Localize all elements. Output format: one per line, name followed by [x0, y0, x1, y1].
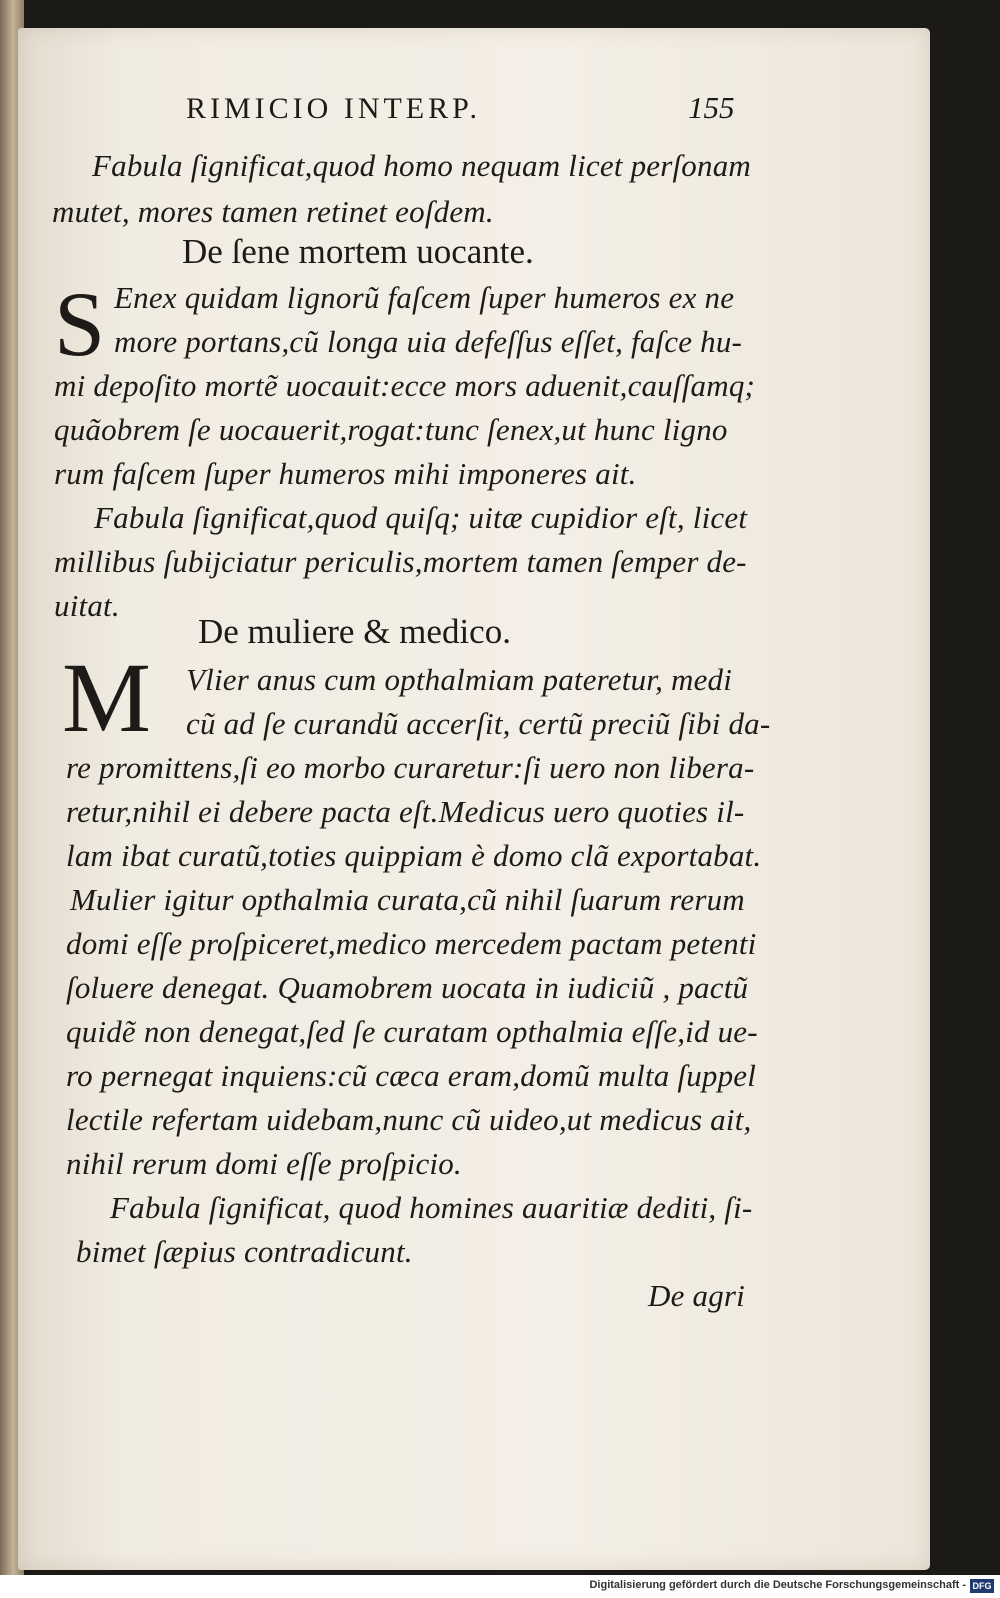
- section-title: De muliere & medico.: [198, 612, 511, 651]
- drop-cap: M: [62, 642, 151, 753]
- moral-line: millibus ſubijciatur periculis,mortem tamen ſemper de-: [54, 544, 747, 579]
- drop-cap: S: [54, 273, 106, 375]
- moral-line: Fabula ſignificat, quod homines auaritiæ dediti, ſi-: [110, 1190, 753, 1225]
- moral-line: uitat.: [54, 588, 120, 623]
- text-line: lectile refertam uidebam,nunc cũ uideo,ut medicus ait,: [66, 1102, 752, 1137]
- running-head: RIMICIO INTERP.: [186, 92, 482, 125]
- text-line: ro pernegat inquiens:cũ cæca eram,domũ multa ſuppel: [66, 1058, 757, 1093]
- text-line: Enex quidam lignorũ faſcem ſuper humeros ex ne: [114, 280, 735, 315]
- text-line: ſoluere denegat. Quamobrem uocata in iudiciũ , pactũ: [66, 970, 749, 1005]
- section-title: De ſene mortem uocante.: [182, 232, 534, 271]
- text-line: nihil rerum domi eſſe proſpicio.: [66, 1146, 462, 1181]
- text-line: re promittens,ſi eo morbo curaretur:ſi uero non libera-: [66, 750, 755, 785]
- text-line: cũ ad ſe curandũ accerſit, certũ preciũ ſibi da-: [186, 706, 771, 741]
- moral-line: bimet ſæpius contradicunt.: [76, 1234, 413, 1269]
- text-line: quãobrem ſe uocauerit,rogat:tunc ſenex,ut hunc ligno: [54, 412, 728, 447]
- text-line: retur,nihil ei debere pacta eſt.Medicus uero quoties il-: [66, 794, 745, 829]
- text-line: rum faſcem ſuper humeros mihi imponeres ait.: [54, 456, 637, 491]
- text-line: quidẽ non denegat,ſed ſe curatam opthalmia eſſe,id ue-: [66, 1014, 758, 1049]
- text-line: more portans,cũ longa uia defeſſus eſſet, faſce hu-: [114, 324, 743, 359]
- text-line: lam ibat curatũ,toties quippiam è domo clã exportabat.: [66, 838, 762, 873]
- text-line: mi depoſito mortẽ uocauit:ecce mors aduenit,cauſſamq;: [54, 368, 756, 403]
- text-line: Vlier anus cum opthalmiam pateretur, medi: [186, 662, 733, 697]
- text-line: Mulier igitur opthalmia curata,cũ nihil ſuarum rerum: [70, 882, 745, 917]
- dfg-logo-icon: DFG: [970, 1579, 994, 1593]
- footer-bar: [0, 1575, 1000, 1598]
- catchword: De agri: [648, 1278, 745, 1313]
- text-line: domi eſſe proſpiceret,medico mercedem pactam petenti: [66, 926, 757, 961]
- moral-line: Fabula ſignificat,quod quiſq; uitæ cupidior eſt, licet: [94, 500, 748, 535]
- footer-credit: Digitalisierung gefördert durch die Deutsche Forschungsgemeinschaft -: [589, 1579, 966, 1591]
- page-number: 155: [688, 90, 735, 125]
- text-line: mutet, mores tamen retinet eoſdem.: [52, 194, 494, 229]
- text-line: Fabula ſignificat,quod homo nequam licet perſonam: [92, 148, 751, 183]
